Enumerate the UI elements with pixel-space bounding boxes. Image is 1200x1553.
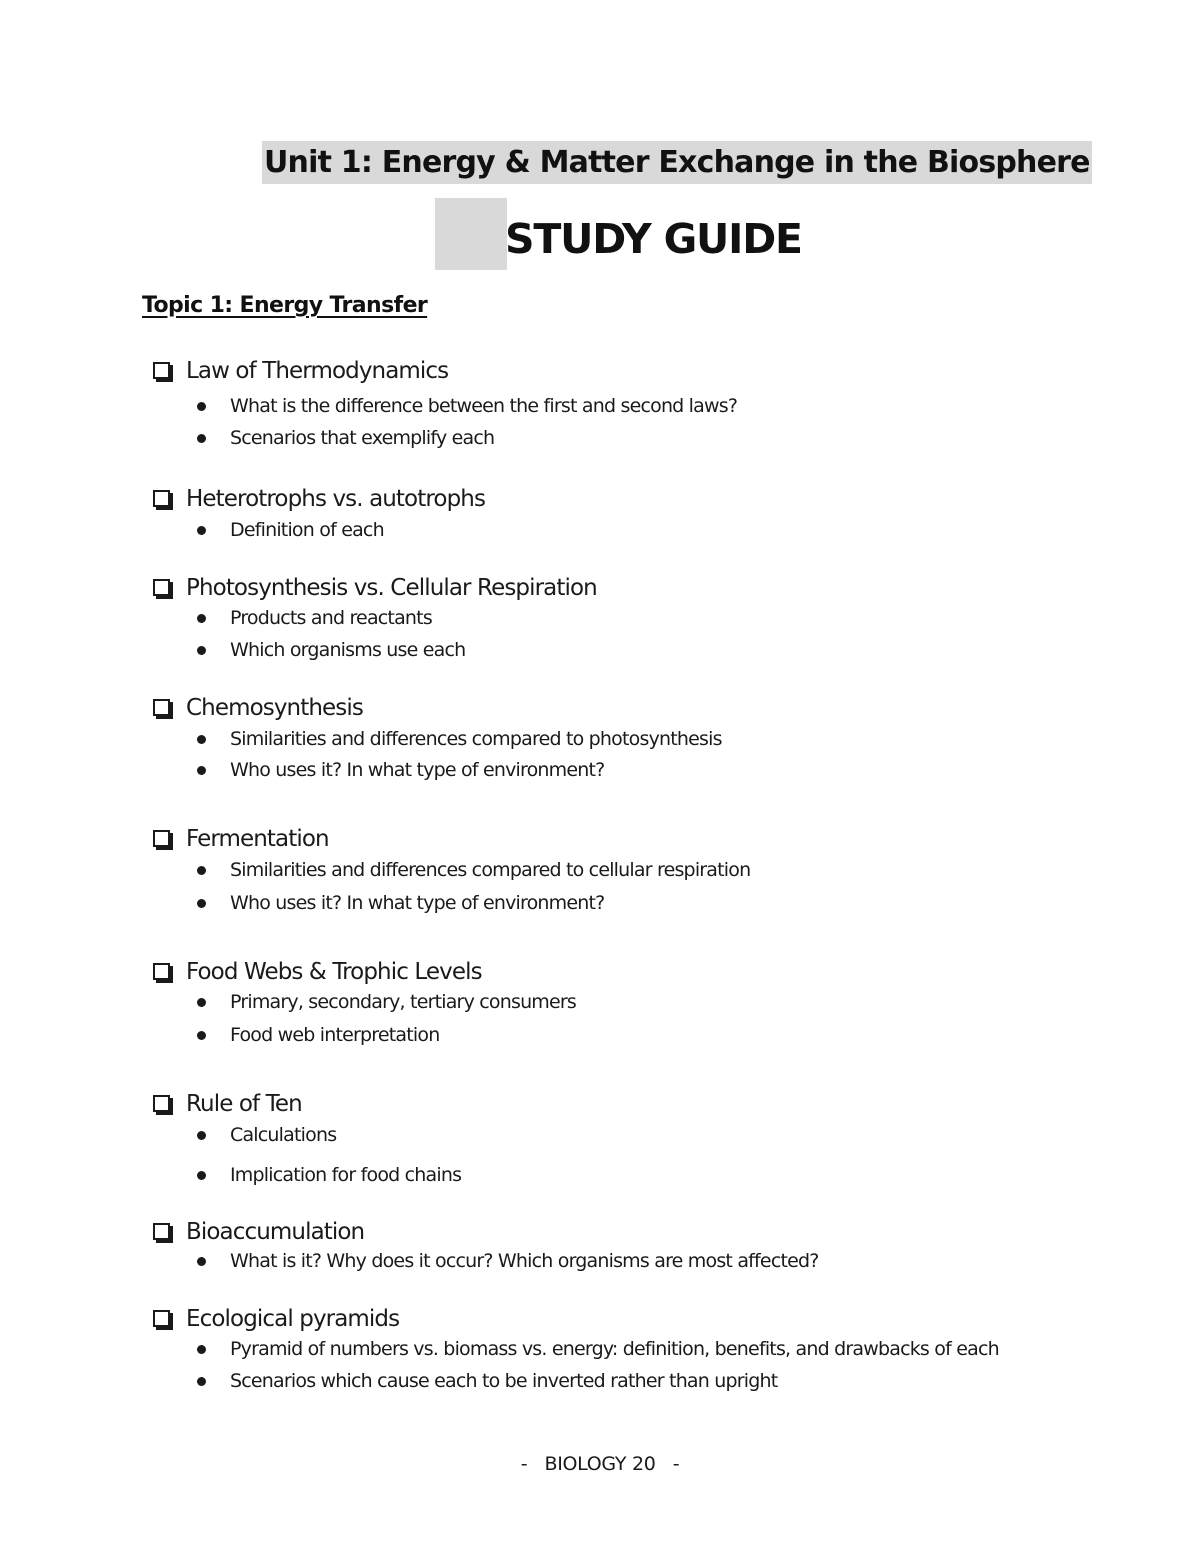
- bullet-icon: [197, 1345, 206, 1354]
- sub-bullet-label: Scenarios that exemplify each: [230, 427, 495, 449]
- checklist-item-label: Heterotrophs vs. autotrophs: [186, 486, 486, 512]
- checklist-item-rule-of-ten[interactable]: [153, 1089, 302, 1119]
- sub-bullet-item: [197, 1248, 819, 1274]
- unit-title: Unit 1: Energy & Matter Exchange in the Biosphere: [262, 141, 1092, 184]
- bullet-icon: [197, 1377, 206, 1386]
- checklist-item-label: Food Webs & Trophic Levels: [186, 959, 482, 985]
- sub-bullet-item: [197, 1022, 439, 1048]
- checkbox-icon[interactable]: [153, 963, 170, 980]
- sub-bullet-item: [197, 605, 432, 631]
- sub-bullet-label: Who uses it? In what type of environment?: [230, 759, 605, 781]
- sub-bullet-label: Definition of each: [230, 519, 384, 541]
- checklist-item-label: Rule of Ten: [186, 1091, 302, 1117]
- bullet-icon: [197, 614, 206, 623]
- checklist-item-thermodynamics[interactable]: [153, 356, 448, 386]
- bullet-icon: [197, 998, 206, 1007]
- bullet-icon: [197, 735, 206, 744]
- sub-bullet-item: [197, 1368, 777, 1394]
- sub-bullet-item: [197, 1122, 336, 1148]
- sub-bullet-item: [197, 890, 604, 916]
- sub-bullet-label: Pyramid of numbers vs. biomass vs. energy: definition, benefits, and drawbacks of each: [230, 1338, 999, 1360]
- sub-bullet-label: Food web interpretation: [230, 1024, 440, 1046]
- sub-bullet-item: [197, 1162, 461, 1188]
- checklist-item-ecological-pyramids[interactable]: [153, 1304, 399, 1334]
- sub-bullet-item: [197, 393, 737, 419]
- sub-bullet-label: Scenarios which cause each to be inverted rather than upright: [230, 1370, 778, 1392]
- checklist-item-fermentation[interactable]: [153, 824, 329, 854]
- highlight-block: [435, 198, 507, 270]
- bullet-icon: [197, 526, 206, 535]
- sub-bullet-label: What is it? Why does it occur? Which organisms are most affected?: [230, 1250, 819, 1272]
- checklist-item-label: Chemosynthesis: [186, 695, 363, 721]
- checklist-item-label: Bioaccumulation: [186, 1219, 365, 1245]
- sub-bullet-item: [197, 857, 750, 883]
- sub-bullet-label: Similarities and differences compared to photosynthesis: [230, 728, 722, 750]
- checklist-item-label: Law of Thermodynamics: [186, 358, 449, 384]
- bullet-icon: [197, 1131, 206, 1140]
- checkbox-icon[interactable]: [153, 1310, 170, 1327]
- checkbox-icon[interactable]: [153, 490, 170, 507]
- checklist-item-food-webs[interactable]: [153, 957, 482, 987]
- sub-bullet-label: Primary, secondary, tertiary consumers: [230, 991, 577, 1013]
- checkbox-icon[interactable]: [153, 1223, 170, 1240]
- sub-bullet-label: Which organisms use each: [230, 639, 466, 661]
- checklist-item-bioaccumulation[interactable]: [153, 1217, 364, 1247]
- sub-bullet-label: Implication for food chains: [230, 1164, 462, 1186]
- sub-bullet-label: Who uses it? In what type of environment?: [230, 892, 605, 914]
- sub-bullet-label: Similarities and differences compared to cellular respiration: [230, 859, 751, 881]
- checkbox-icon[interactable]: [153, 699, 170, 716]
- bullet-icon: [197, 1171, 206, 1180]
- checkbox-icon[interactable]: [153, 362, 170, 379]
- checklist-item-chemosynthesis[interactable]: [153, 693, 363, 723]
- checklist-item-photosynthesis[interactable]: [153, 573, 597, 603]
- checkbox-icon[interactable]: [153, 830, 170, 847]
- bullet-icon: [197, 646, 206, 655]
- sub-bullet-label: Products and reactants: [230, 607, 432, 629]
- bullet-icon: [197, 866, 206, 875]
- bullet-icon: [197, 434, 206, 443]
- sub-bullet-item: [197, 517, 384, 543]
- bullet-icon: [197, 899, 206, 908]
- sub-bullet-item: [197, 1336, 999, 1362]
- sub-bullet-item: [197, 989, 576, 1015]
- sub-bullet-label: Calculations: [230, 1124, 337, 1146]
- checklist-item-label: Photosynthesis vs. Cellular Respiration: [186, 575, 597, 601]
- checklist-item-label: Fermentation: [186, 826, 329, 852]
- topic-heading: Topic 1: Energy Transfer: [142, 293, 428, 318]
- study-guide-title: STUDY GUIDE: [505, 215, 802, 263]
- bullet-icon: [197, 1257, 206, 1266]
- checkbox-icon[interactable]: [153, 1095, 170, 1112]
- bullet-icon: [197, 402, 206, 411]
- checklist-item-trophs[interactable]: [153, 484, 485, 514]
- sub-bullet-label: What is the difference between the first and second laws?: [230, 395, 738, 417]
- sub-bullet-item: [197, 425, 494, 451]
- sub-bullet-item: [197, 757, 604, 783]
- checkbox-icon[interactable]: [153, 579, 170, 596]
- sub-bullet-item: [197, 637, 465, 663]
- bullet-icon: [197, 1031, 206, 1040]
- checklist-item-label: Ecological pyramids: [186, 1306, 400, 1332]
- page-footer: - BIOLOGY 20 -: [520, 1453, 680, 1475]
- bullet-icon: [197, 766, 206, 775]
- sub-bullet-item: [197, 726, 722, 752]
